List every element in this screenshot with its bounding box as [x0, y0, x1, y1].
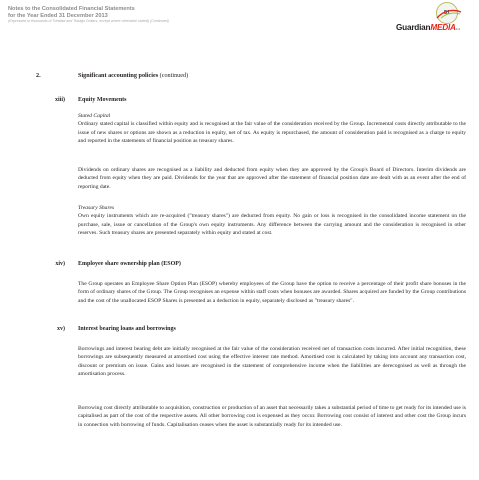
guardian-media-logo [396, 17, 462, 33]
subsection-title: Employee share ownership plan (ESOP) [78, 261, 181, 267]
paragraph-text: Ordinary stated capital is classified within equity and is recognised at the fair value of the consideration received by the Group. Incremental costs directly attributable to the issue of new shares or options are shown as a reduction in equity, net of tax. As equity is repurchased, the amount of consideration paid is recognised as a charge to equity and reported in the statements of financial position as treasury shares. [78, 121, 466, 145]
paragraph-heading: Stated Capital [78, 113, 111, 119]
subsection-title: Interest bearing loans and borrowings [78, 326, 176, 332]
header-subtitle: (Expressed in thousands of Trinidad and Tobago Dollars, except where otherwise stated) (Continued) [8, 19, 169, 24]
paragraph-text: Borrowing cost directly attributable to acquisition, construction or production of an asset that necessarily takes a substantial period of time to get ready for its intended use is capitalised as part of the cost of the respective assets. All other borrowing cost is expensed as they occur. Borrowing cost consist of interest and other cost the Group incurs in connection with borrowing of funds. Capitalisation ceases when the asset is substantially ready for its intended use. [78, 405, 466, 428]
subsection-title: Equity Movements [78, 97, 127, 103]
paragraph-text: Own equity instruments which are re-acquired ("treasury shares") are deducted from equity. No gain or loss is recognised in the consolidated income statement on the purchase, sale, issue or cancellation of the Group's own equity instruments. Any difference between the carrying amount and the consideration is recognised in other reserves. Such treasury shares are presented separately within equity and stated at cost. [78, 213, 466, 237]
section-heading [36, 72, 188, 79]
paragraph-borrowing-cost [78, 404, 466, 429]
section-number: 2. [36, 72, 41, 79]
logo-brand: MEDIA [430, 23, 456, 32]
subsection-number: xiii) [55, 97, 65, 103]
logo-wordmark: Guardian [396, 23, 431, 32]
section-continued: (continued) [158, 72, 189, 79]
paragraph-esop [78, 280, 466, 305]
paragraph-stated-capital [78, 112, 466, 145]
logo-suffix: Ltd [455, 27, 461, 31]
subsection-heading-esop [55, 261, 181, 267]
paragraph-text: The Group operates an Employee Share Option Plan (ESOP) whereby employees of the Group have the option to receive a percentage of their profit share bonuses in the form of ordinary shares of the Group. The Group recognises an expense within staff costs when bonuses are awarded. Shares acquired are funded by the Group contributions and the cost of the unallocated ESOP Shares is presented as a deduction in equity, separately disclosed as "treasury shares". [78, 281, 466, 304]
paragraph-borrowings [78, 345, 466, 378]
subsection-heading-borrowings [57, 326, 176, 332]
paragraph-treasury-shares [78, 204, 466, 237]
paragraph-text: Borrowings and interest bearing debt are initially recognised at the fair value of the consideration received net of transaction costs incurred. After initial recognition, these borrowings are subsequently measured at amortised cost using the effective interest rate method. Amortised cost is calculated by taking into account any transaction cost, discount or premium on issue. Gains and losses are recognised in the statement of comprehensive income when the liabilities are derecognised as well as through the amortisation process. [78, 346, 466, 378]
page-number: 51 [436, 2, 458, 24]
subsection-heading-equity [55, 97, 127, 103]
paragraph-heading: Treasury Shares [78, 205, 115, 211]
subsection-number: xiv) [55, 261, 65, 267]
paragraph-text: Dividends on ordinary shares are recognised as a liability and deducted from equity when they are approved by the Group's Board of Directors. Interim dividends are deducted from equity when they are paid. Dividends for the year that are approved after the statement of financial position date are dealt with as an event after the end of reporting date. [78, 167, 466, 190]
header-title-line2: for the Year Ended 31 December 2013 [8, 12, 108, 19]
header-title-line1: Notes to the Consolidated Financial Statements [8, 6, 135, 12]
page-header [8, 6, 169, 24]
logo-swoosh-icon [436, 9, 462, 19]
paragraph-dividends [78, 166, 466, 191]
section-title: Significant accounting policies [78, 72, 159, 79]
subsection-number: xv) [57, 326, 65, 332]
